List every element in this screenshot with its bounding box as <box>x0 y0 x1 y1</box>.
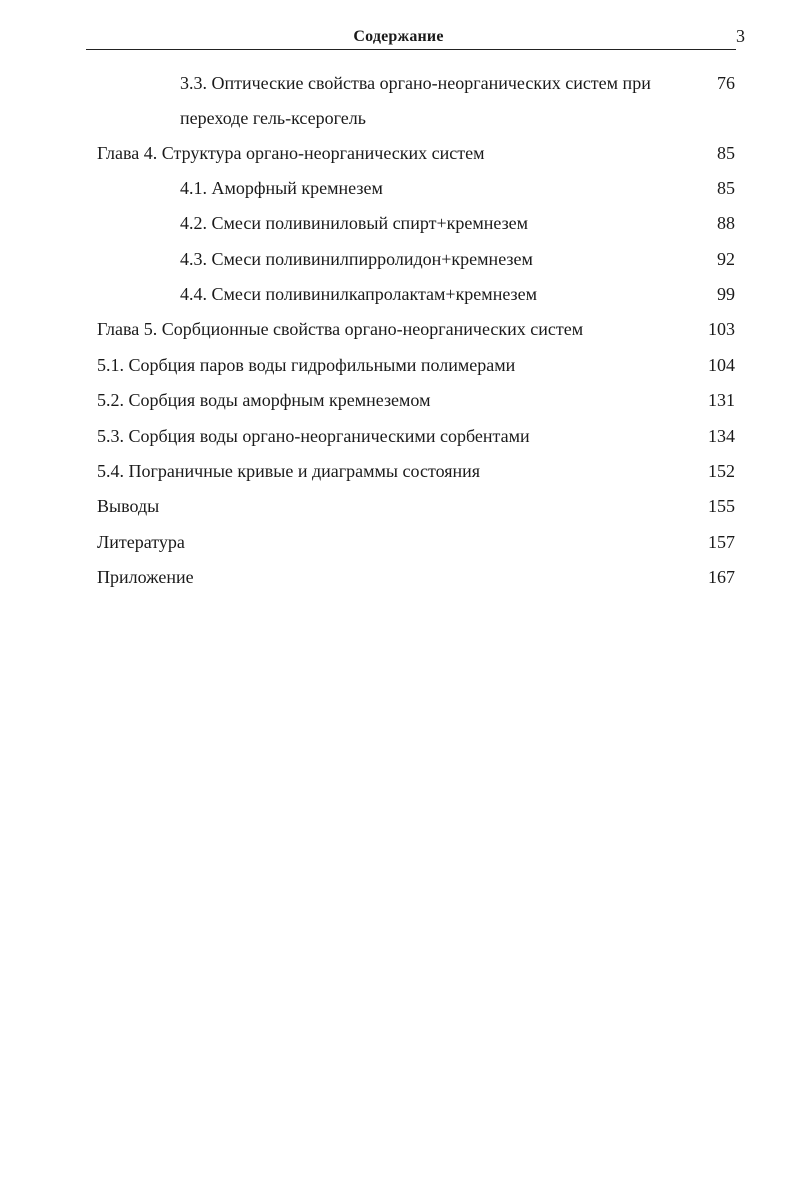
toc-entry <box>0 352 797 378</box>
toc-entry-page: 92 <box>717 249 735 269</box>
toc-entry-label: 4.2. Смеси поливиниловый спирт+кремнезем <box>180 213 529 233</box>
toc-entry <box>0 140 797 166</box>
toc-entry-page: 88 <box>717 213 735 233</box>
toc-entry <box>0 70 797 96</box>
page-title: Содержание <box>353 28 444 45</box>
toc-entry <box>0 387 797 413</box>
toc-entry-label: 4.4. Смеси поливинилкапролактам+кремнезем <box>180 284 538 304</box>
toc-entry <box>0 281 797 307</box>
toc-entry-label: Выводы <box>97 496 160 516</box>
toc-entry-page: 85 <box>717 178 735 198</box>
toc-entry-page: 99 <box>717 284 735 304</box>
toc-entry-label: 5.2. Сорбция воды аморфным кремнеземом <box>97 390 431 410</box>
toc-entry <box>0 529 797 555</box>
toc-entry <box>0 316 797 342</box>
toc-entry-label: Литература <box>97 532 185 552</box>
toc-entry-page: 134 <box>708 426 735 446</box>
toc-entry-label-continued: переходе гель-ксерогель <box>180 108 366 128</box>
toc-entry-label: 5.4. Пограничные кривые и диаграммы состояния <box>97 461 481 481</box>
toc-entry-label: 3.3. Оптические свойства органо-неорганических систем при <box>180 73 651 93</box>
toc-entry-page: 157 <box>708 532 735 552</box>
toc-entry <box>0 493 797 519</box>
toc-entry-label: 5.3. Сорбция воды органо-неорганическими сорбентами <box>97 426 530 446</box>
header-divider <box>86 49 736 50</box>
toc-entry-page: 104 <box>708 355 735 375</box>
toc-entry-label: 5.1. Сорбция паров воды гидрофильными полимерами <box>97 355 516 375</box>
toc-entry-page: 167 <box>708 567 735 587</box>
toc-entry <box>0 175 797 201</box>
toc-entry <box>0 210 797 236</box>
toc-entry-page: 131 <box>708 390 735 410</box>
toc-entry-page: 155 <box>708 496 735 516</box>
toc-entry-page: 152 <box>708 461 735 481</box>
toc-entry <box>0 564 797 590</box>
page-number: 3 <box>736 26 745 46</box>
toc-entry-label: Глава 5. Сорбционные свойства органо-неорганических систем <box>97 319 584 339</box>
toc-entry-label: Приложение <box>97 567 194 587</box>
toc-entry-page: 85 <box>717 143 735 163</box>
toc-entry-label: 4.1. Аморфный кремнезем <box>180 178 383 198</box>
toc-entry-continuation <box>0 105 797 131</box>
toc-entry-label: Глава 4. Структура органо-неорганических систем <box>97 143 485 163</box>
toc-entry <box>0 246 797 272</box>
toc-entry-page: 103 <box>708 319 735 339</box>
toc-entry <box>0 423 797 449</box>
toc-entry-page: 76 <box>717 73 735 93</box>
toc-entry-label: 4.3. Смеси поливинилпирролидон+кремнезем <box>180 249 533 269</box>
toc-entry <box>0 458 797 484</box>
